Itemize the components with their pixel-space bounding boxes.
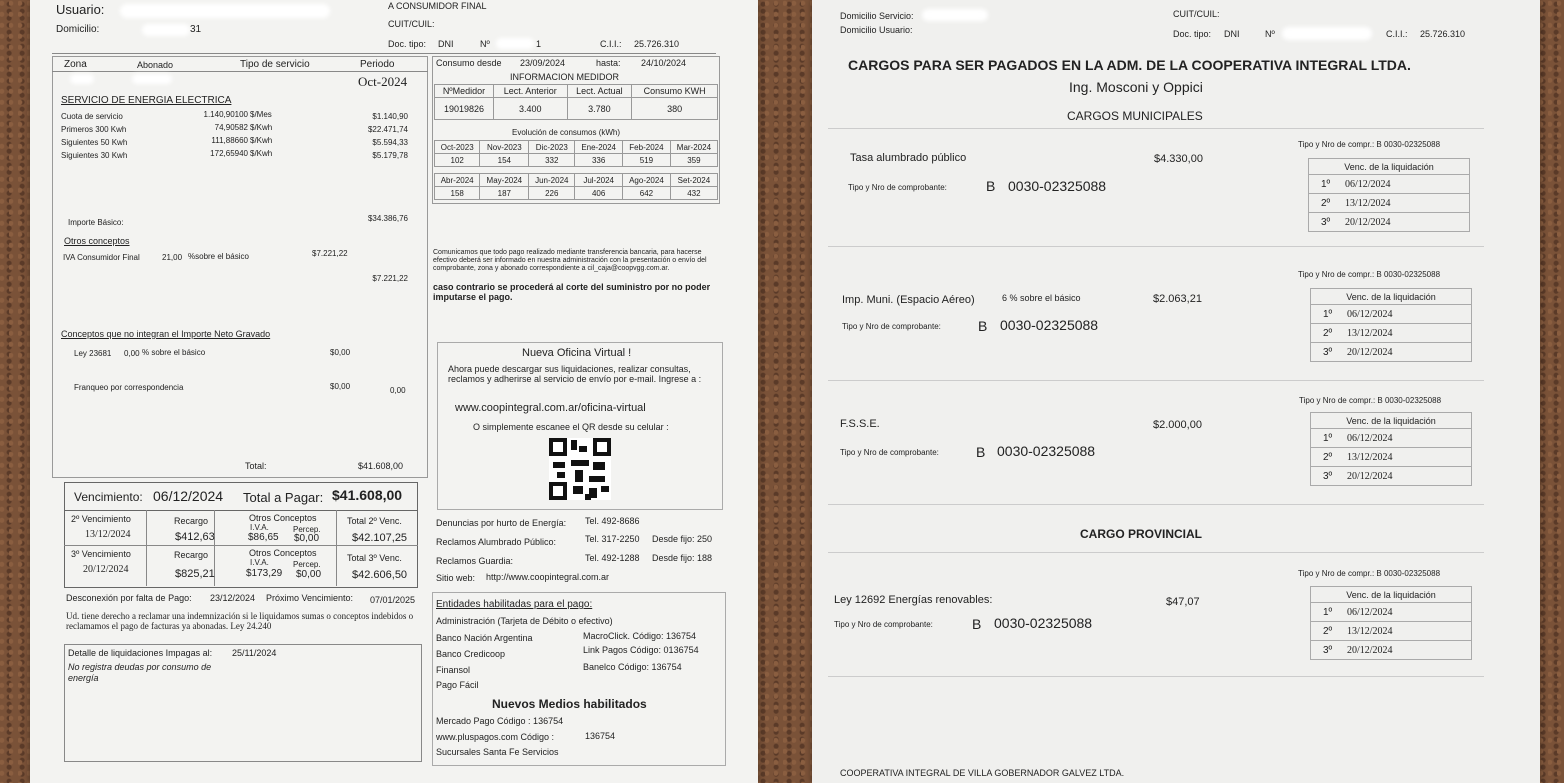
bank-item: Banco Credicoop: [436, 649, 506, 659]
tipo-compr-header: Tipo y Nro de compr.: B 0030-02325088: [1298, 140, 1441, 149]
compr-number: 0030-02325088: [997, 443, 1096, 459]
derecho-text: Ud. tiene derecho a reclamar una indemnización si le liquidamos sumas o conceptos indebidos o reclamamos el pago de facturas ya abonadas. Ley 24.240: [66, 611, 414, 631]
bank-item: Finansol: [436, 665, 471, 675]
recargo-label: Recargo: [174, 516, 209, 526]
venc-date: 20/12/2024: [1347, 470, 1393, 482]
divider: [64, 510, 418, 511]
tipo-compr-header: Tipo y Nro de compr.: B 0030-02325088: [1298, 569, 1441, 578]
evol-month: Set-2024: [670, 174, 717, 187]
venc-date: 06/12/2024: [1345, 178, 1391, 190]
divider: [828, 246, 1484, 247]
periodo-value: Oct-2024: [358, 74, 408, 89]
ordinal: 2º: [1321, 197, 1331, 209]
evol-month: Nov-2023: [480, 141, 529, 154]
franqueo-total: 0,00: [390, 386, 406, 395]
redacted-name: [120, 4, 330, 18]
iva-rate: 21,00: [162, 253, 183, 262]
cuit-label: CUIT/CUIL:: [1173, 9, 1220, 19]
evol-value: 187: [480, 187, 529, 200]
venc-date: 13/12/2024: [1347, 625, 1393, 637]
charge-extra: 6 % sobre el básico: [1002, 293, 1081, 303]
no-registra: No registra deudas por consumo de energía: [68, 662, 212, 683]
contact-label: Reclamos Alumbrado Público:: [436, 537, 557, 547]
venc-header: Venc. de la liquidación: [1311, 587, 1472, 603]
doc-tipo-label: Doc. tipo:: [1173, 29, 1212, 39]
tipo-compr-label: Tipo y Nro de comprobante:: [842, 322, 941, 331]
oficina-qr-text: O simplemente escanee el QR desde su celular :: [473, 422, 669, 432]
info-medidor-title: INFORMACION MEDIDOR: [510, 72, 619, 82]
medidor-value: 380: [632, 98, 718, 120]
franqueo-amount: $0,00: [330, 382, 351, 391]
evol-month: Feb-2024: [623, 141, 671, 154]
venc3-date: 20/12/2024: [83, 564, 129, 575]
oficina-text: Ahora puede descargar sus liquidaciones, realizar consultas, reclamos y adherirse al servicio de envío por e-mail. Ingrese a :: [448, 364, 702, 384]
venc-date: 13/12/2024: [1345, 197, 1391, 209]
venc2-date: 13/12/2024: [85, 529, 131, 540]
redacted-address: [922, 9, 988, 21]
medidor-value: 3.780: [567, 98, 632, 120]
desconexion-label: Desconexión por falta de Pago:: [66, 593, 192, 603]
pluspagos-code: 136754: [585, 731, 616, 741]
evol-value: 332: [529, 154, 575, 167]
cii-value: 25.726.310: [1420, 29, 1466, 39]
contact-tel: Tel. 317-2250: [585, 534, 640, 544]
evol-month: Ene-2024: [575, 141, 623, 154]
footer-text: COOPERATIVA INTEGRAL DE VILLA GOBERNADOR GALVEZ LTDA.: [840, 768, 1125, 778]
ordinal: 2º: [1323, 327, 1333, 339]
nro-tail: 1: [536, 39, 542, 49]
doc-tipo: DNI: [1224, 29, 1240, 39]
medidor-table: [434, 84, 718, 120]
redacted-doc: [496, 38, 534, 49]
recargo-label: Recargo: [174, 550, 209, 560]
evol-value: 519: [623, 154, 671, 167]
total2-label: Total 2º Venc.: [347, 516, 402, 526]
total-pagar-label: Total a Pagar:: [243, 490, 324, 505]
compr-letter: B: [986, 178, 996, 194]
divider: [828, 676, 1484, 677]
medidor-header: Lect. Anterior: [493, 85, 567, 98]
consumo-desde: 23/09/2024: [520, 58, 566, 68]
header-abonado: Abonado: [137, 60, 174, 70]
charge-label: Cuota de servicio: [61, 112, 123, 121]
divider: [64, 545, 418, 546]
divider: [52, 53, 716, 54]
servicio-title: SERVICIO DE ENERGIA ELECTRICA: [61, 95, 232, 106]
transfer-warning: caso contrario se procederá al corte del suministro por no poder imputarse el pago.: [433, 282, 711, 302]
iva-label: IVA Consumidor Final: [63, 253, 140, 262]
charge-rate: 111,88660: [211, 136, 248, 145]
redacted-doc: [1282, 27, 1372, 40]
subtitle: Ing. Mosconi y Oppici: [1069, 79, 1203, 95]
contact-extra: Desde fijo: 188: [652, 553, 713, 563]
proximo-date: 07/01/2025: [370, 595, 416, 605]
ordinal: 3º: [1321, 216, 1331, 228]
charge-rate: 172,65940: [210, 149, 248, 158]
proximo-label: Próximo Vencimiento:: [266, 593, 354, 603]
medidor-header: Consumo KWH: [632, 85, 718, 98]
total3: $42.606,50: [352, 569, 408, 581]
charge-unit: $/Kwh: [250, 149, 273, 158]
ordinal: 1º: [1323, 308, 1333, 320]
divider: [336, 510, 337, 586]
ley-rate: 0,00: [124, 349, 140, 358]
total3-label: Total 3º Venc.: [347, 553, 402, 563]
qr-code[interactable]: [549, 438, 611, 500]
tipo-compr-label: Tipo y Nro de comprobante:: [840, 448, 939, 457]
compr-letter: B: [976, 444, 986, 460]
nro-label: Nº: [480, 39, 490, 49]
sucursales: Sucursales Santa Fe Servicios: [436, 747, 559, 757]
iva-short: I.V.A.: [250, 523, 269, 532]
charge-amount: $5.594,33: [372, 138, 408, 147]
importe-basico: $34.386,76: [367, 214, 408, 223]
venc2-recargo: $412,63: [175, 531, 215, 543]
iva-pct-text: %sobre el básico: [188, 252, 249, 261]
ley-amount: $0,00: [330, 348, 351, 357]
doc-tipo-label: Doc. tipo:: [388, 39, 427, 49]
entidades-title: Entidades habilitadas para el pago:: [436, 599, 593, 610]
hasta-label: hasta:: [596, 58, 621, 68]
evol-value: 154: [480, 154, 529, 167]
mercado-pago: Mercado Pago Código : 136754: [436, 716, 564, 726]
medidor-header: NºMedidor: [435, 85, 494, 98]
venc2-iva: $86,65: [248, 532, 279, 543]
total-pagar: $41.608,00: [332, 487, 403, 503]
ordinal: 2º: [1323, 625, 1333, 637]
charge-label: Tasa alumbrado público: [850, 152, 967, 164]
venc-header: Venc. de la liquidación: [1309, 159, 1470, 175]
venc3-iva: $173,29: [246, 568, 283, 579]
oficina-url[interactable]: www.coopintegral.com.ar/oficina-virtual: [455, 402, 646, 414]
charge-label: Primeros 300 Kwh: [61, 125, 127, 134]
ley-label: Ley 23681: [74, 349, 112, 358]
vencimiento-date: 06/12/2024: [153, 488, 224, 504]
bill-page-front: [30, 0, 758, 783]
evol-value: 642: [623, 187, 671, 200]
venc-date: 13/12/2024: [1347, 451, 1393, 463]
charge-label: F.S.S.E.: [840, 418, 880, 430]
contact-tel: Tel. 492-8686: [585, 516, 640, 526]
nro-label: Nº: [1265, 29, 1275, 39]
charge-amount: $5.179,78: [372, 151, 408, 160]
charge-unit: $/Kwh: [250, 136, 273, 145]
venc-date: 20/12/2024: [1347, 644, 1393, 656]
detalle-date: 25/11/2024: [232, 648, 277, 658]
evolucion-table: [434, 140, 718, 200]
evol-value: 102: [435, 154, 480, 167]
compr-number: 0030-02325088: [1008, 178, 1107, 194]
venc-table: [1310, 288, 1472, 362]
sitio-label: Sitio web:: [436, 573, 476, 583]
venc2-label: 2º Vencimiento: [71, 514, 131, 524]
venc-date: 20/12/2024: [1347, 346, 1393, 358]
evol-month: Abr-2024: [435, 174, 480, 187]
medidor-value: 19019826: [435, 98, 494, 120]
compr-letter: B: [972, 616, 982, 632]
cii-value: 25.726.310: [634, 39, 680, 49]
charge-rate: 74,90582: [214, 123, 248, 132]
otros-label: Otros Conceptos: [249, 513, 317, 523]
contact-tel: Tel. 492-1288: [585, 553, 640, 563]
evol-month: Oct-2023: [435, 141, 480, 154]
charge-amount: $1.140,90: [372, 112, 408, 121]
evol-month: May-2024: [480, 174, 529, 187]
pluspagos: www.pluspagos.com Código :: [436, 732, 555, 742]
no-integran-title: Conceptos que no integran el Importe Neto Gravado: [61, 329, 271, 339]
total2: $42.107,25: [352, 532, 408, 544]
redacted-zona: [70, 74, 94, 84]
total-label: Total:: [245, 461, 267, 471]
payment-code: Link Pagos Código: 0136754: [583, 645, 699, 655]
venc3-label: 3º Vencimiento: [71, 549, 131, 559]
consumo-desde-label: Consumo desde: [436, 58, 502, 68]
importe-basico-label: Importe Básico:: [68, 218, 124, 227]
ordinal: 1º: [1323, 432, 1333, 444]
venc3-recargo: $825,21: [175, 568, 215, 580]
evol-month: Jul-2024: [575, 174, 623, 187]
header-tipo-servicio: Tipo de servicio: [240, 59, 310, 70]
redacted-address: [142, 24, 190, 36]
divider: [828, 380, 1484, 381]
ordinal: 2º: [1323, 451, 1333, 463]
charge-unit: $/Kwh: [250, 123, 273, 132]
payment-code: Banelco Código: 136754: [583, 662, 682, 672]
charge-amount: $2.063,21: [1153, 293, 1202, 305]
header-periodo: Periodo: [360, 59, 395, 70]
divider: [52, 71, 428, 72]
ordinal: 1º: [1321, 178, 1331, 190]
ordinal: 3º: [1323, 346, 1333, 358]
contact-label: Denuncias por hurto de Energía:: [436, 518, 567, 528]
contact-label: Reclamos Guardia:: [436, 556, 514, 566]
evol-month: Mar-2024: [670, 141, 717, 154]
divider: [828, 504, 1484, 505]
detalle-label: Detalle de liquidaciones Impagas al:: [68, 648, 213, 658]
otros-total: $7.221,22: [372, 274, 408, 283]
divider: [146, 510, 147, 586]
evol-value: 406: [575, 187, 623, 200]
ordinal: 1º: [1323, 606, 1333, 618]
redacted-abonado: [132, 74, 172, 84]
iva-short: I.V.A.: [250, 558, 269, 567]
desconexion-date: 23/12/2024: [210, 593, 256, 603]
condicion-iva: A CONSUMIDOR FINAL: [388, 1, 487, 11]
venc-date: 13/12/2024: [1347, 327, 1393, 339]
percep-label: Percep.: [293, 525, 321, 534]
sitio-link[interactable]: http://www.coopintegral.com.ar: [486, 572, 610, 582]
evol-month: Ago-2024: [623, 174, 671, 187]
divider: [828, 128, 1484, 129]
bill-page-back: [812, 0, 1540, 783]
charge-label: Siguientes 30 Kwh: [61, 151, 128, 160]
tipo-compr-label: Tipo y Nro de comprobante:: [848, 183, 947, 192]
divider: [828, 552, 1484, 553]
venc-date: 20/12/2024: [1345, 216, 1391, 228]
charge-amount: $4.330,00: [1154, 153, 1203, 165]
domicilio-label: Domicilio:: [56, 24, 100, 35]
otros-label: Otros Conceptos: [249, 548, 317, 558]
cuit-label: CUIT/CUIL:: [388, 19, 435, 29]
main-title: CARGOS PARA SER PAGADOS EN LA ADM. DE LA COOPERATIVA INTEGRAL LTDA.: [848, 57, 1411, 73]
hasta-value: 24/10/2024: [641, 58, 687, 68]
provincial-title: CARGO PROVINCIAL: [1080, 527, 1203, 541]
bank-item: Pago Fácil: [436, 680, 479, 690]
tipo-compr-header: Tipo y Nro de compr.: B 0030-02325088: [1299, 396, 1442, 405]
usuario-label: Usuario:: [56, 2, 105, 17]
otros-conceptos-title: Otros conceptos: [64, 236, 130, 246]
venc-header: Venc. de la liquidación: [1311, 289, 1472, 305]
charge-label: Imp. Muni. (Espacio Aéreo): [842, 294, 975, 306]
venc-date: 06/12/2024: [1347, 432, 1393, 444]
charge-amount: $22.471,74: [367, 125, 408, 134]
total-value: $41.608,00: [358, 461, 404, 471]
evol-value: 432: [670, 187, 717, 200]
evol-month: Jun-2024: [529, 174, 575, 187]
admin-text: Administración (Tarjeta de Débito o efectivo): [436, 616, 613, 626]
ordinal: 3º: [1323, 470, 1333, 482]
doc-tipo: DNI: [438, 39, 454, 49]
charge-label: Siguientes 50 Kwh: [61, 138, 128, 147]
venc-table: [1310, 412, 1472, 486]
compr-letter: B: [978, 318, 988, 334]
nuevos-title: Nuevos Medios habilitados: [492, 697, 647, 711]
contact-extra: Desde fijo: 250: [652, 534, 713, 544]
iva-amount: $7.221,22: [312, 249, 348, 258]
oficina-title: Nueva Oficina Virtual !: [522, 347, 632, 359]
ordinal: 3º: [1323, 644, 1333, 656]
payment-code: MacroClick. Código: 136754: [583, 631, 697, 641]
charge-rate: 1.140,90100: [203, 110, 248, 119]
vencimiento-label: Vencimiento:: [74, 490, 143, 504]
charge-unit: $/Mes: [250, 110, 272, 119]
ley-pct-text: % sobre el básico: [142, 348, 206, 357]
evol-month: Dic-2023: [529, 141, 575, 154]
evolucion-title: Evolución de consumos (kWh): [512, 128, 621, 137]
charge-amount: $47,07: [1166, 596, 1200, 608]
percep-label: Percep.: [293, 560, 321, 569]
cii-label: C.I.I.:: [1386, 29, 1408, 39]
venc-table: [1308, 158, 1470, 232]
municipales-title: CARGOS MUNICIPALES: [1067, 109, 1203, 123]
cii-label: C.I.I.:: [600, 39, 622, 49]
medidor-header: Lect. Actual: [567, 85, 632, 98]
domicilio-usuario-label: Domicilio Usuario:: [840, 25, 913, 35]
bank-item: Banco Nación Argentina: [436, 633, 533, 643]
venc-header: Venc. de la liquidación: [1311, 413, 1472, 429]
venc-table: [1310, 586, 1472, 660]
evol-value: 226: [529, 187, 575, 200]
franqueo-label: Franqueo por correspondencia: [74, 383, 184, 392]
charge-amount: $2.000,00: [1153, 419, 1202, 431]
evol-value: 158: [435, 187, 480, 200]
domicilio-servicio-label: Domicilio Servicio:: [840, 11, 914, 21]
transfer-notice: Comunicamos que todo pago realizado mediante transferencia bancaria, para hacerse efectivo deberá ser informado en nuestra administración con la presentación o envío del comprobante, zona y abonado correspondiente a cil_caja@coopvgg.com.ar.: [433, 249, 707, 272]
evol-value: 359: [670, 154, 717, 167]
venc3-percep: $0,00: [296, 569, 322, 580]
tipo-compr-header: Tipo y Nro de compr.: B 0030-02325088: [1298, 270, 1441, 279]
evol-value: 336: [575, 154, 623, 167]
compr-number: 0030-02325088: [1000, 317, 1099, 333]
charge-label: Ley 12692 Energías renovables:: [834, 594, 993, 606]
venc-date: 06/12/2024: [1347, 606, 1393, 618]
venc2-percep: $0,00: [294, 533, 320, 544]
domicilio-tail: 31: [190, 24, 202, 35]
medidor-value: 3.400: [493, 98, 567, 120]
venc-date: 06/12/2024: [1347, 308, 1393, 320]
tipo-compr-label: Tipo y Nro de comprobante:: [834, 620, 933, 629]
compr-number: 0030-02325088: [994, 615, 1093, 631]
header-zona: Zona: [64, 59, 87, 70]
